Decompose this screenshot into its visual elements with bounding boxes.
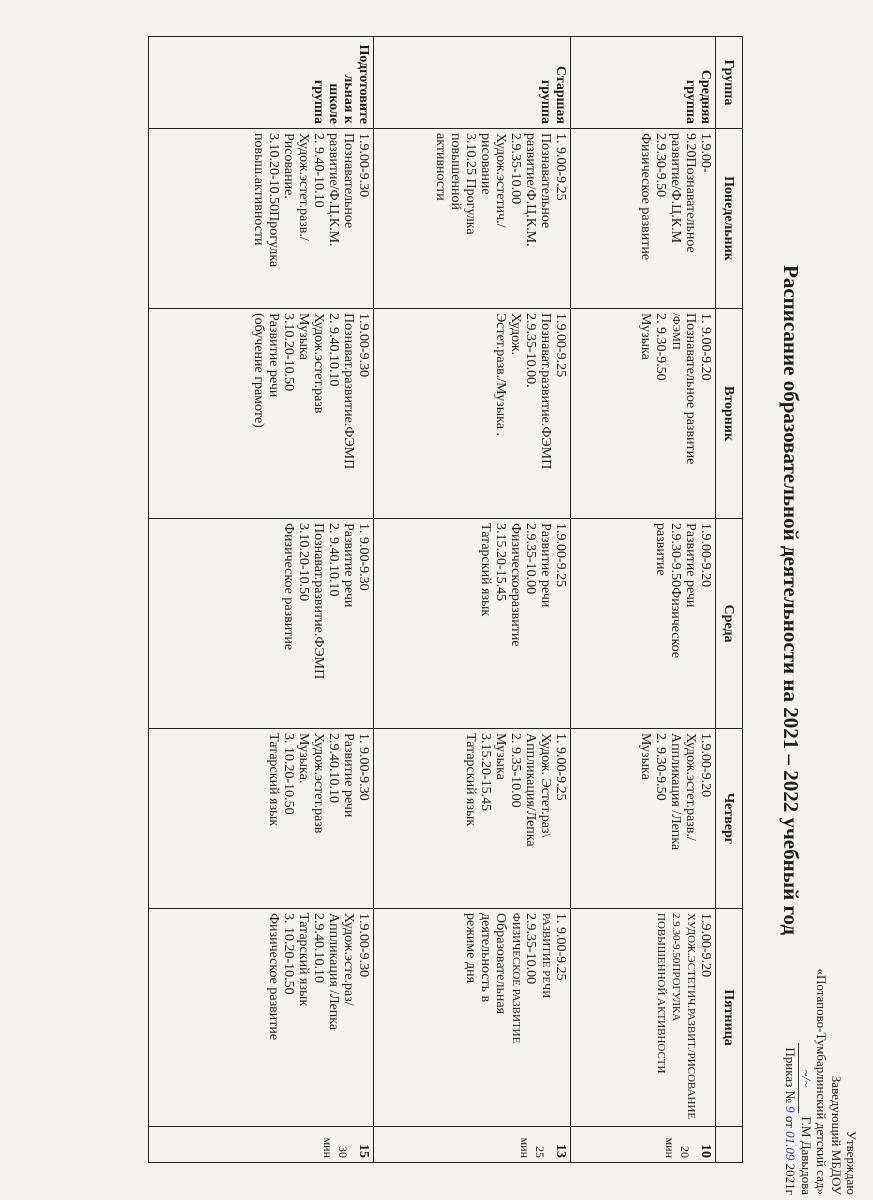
schedule-line: Физическое развитие <box>281 523 296 651</box>
schedule-line: Татарский язык <box>478 523 493 617</box>
table-row <box>374 37 571 1163</box>
schedule-line: 2. 9.40.10.10 <box>326 313 341 387</box>
schedule-line: Худож.эстет.разв <box>311 733 326 834</box>
schedule-line: Музыка <box>296 313 311 360</box>
header-cell: Группа <box>716 37 743 129</box>
schedule-line: Познават.развитие.ФЭМП <box>538 313 553 470</box>
schedule-line: Худож.эстет.разв <box>311 313 326 414</box>
schedule-line: Физическоеразвитие <box>508 523 523 647</box>
schedule-line: 2.9.35-10.00 <box>508 133 523 205</box>
schedule-line: 1.9.00-9.20 <box>698 913 713 978</box>
schedule-line: 2.9.40.10.10 <box>326 733 341 803</box>
order-date: 01.09 <box>783 1131 798 1161</box>
schedule-line: Музыка <box>493 733 508 780</box>
schedule-line: Аппликация /Лепка <box>668 733 683 851</box>
schedule-line: 1.9.00-9.20 <box>698 733 713 798</box>
schedule-line: Худож. Эстет.раз\ <box>538 733 553 838</box>
schedule-line: 1.9.00-9.30 <box>356 313 371 378</box>
schedule-line: Худож.эстет.разв./ <box>683 733 698 841</box>
header-cell: Четверг <box>716 729 743 909</box>
group-name-cell: Старшая группа <box>374 37 571 129</box>
schedule-cell-wed <box>149 519 374 729</box>
schedule-line: Рисование. <box>281 133 296 199</box>
schedule-line: деятельность в <box>478 913 493 1003</box>
schedule-line: Развитие речи <box>538 523 553 608</box>
schedule-cell-wed <box>374 519 571 729</box>
header-cell: Вторник <box>716 309 743 519</box>
schedule-line: 2.9.40.10.10 <box>311 913 326 983</box>
schedule-line: 2.9.30-9.50ПРОГУЛКА <box>670 913 682 1022</box>
schedule-cell-mon <box>374 129 571 309</box>
schedule-line: 2. 9.30-9.50 <box>653 733 668 801</box>
schedule-line: Образовательная <box>493 913 508 1015</box>
schedule-cell-tue <box>571 309 716 519</box>
schedule-line: 1.9.00-9.25 <box>553 523 568 588</box>
schedule-line: 3.10.20-10.50Прогулка <box>266 133 281 268</box>
group-name-cell: Подготовительная к школе группа <box>149 37 374 129</box>
schedule-line: Музыка. <box>296 733 311 784</box>
table-header-row <box>716 37 743 1163</box>
schedule-line: 2.9.35-10.00 <box>523 913 538 985</box>
schedule-line: повышенной <box>448 133 463 210</box>
schedule-line: 2.9.35-10.00 <box>523 523 538 595</box>
schedule-line: 1.9.00-9.25 <box>553 313 568 378</box>
header-cell: Понедельник <box>716 129 743 309</box>
order-from: от <box>783 1115 798 1128</box>
session-count-cell <box>571 1127 716 1163</box>
approval-line: Заведующий МБДОУ <box>829 1075 844 1195</box>
schedule-cell-thu <box>149 729 374 909</box>
header-cell <box>716 1127 743 1163</box>
session-count: 13 <box>553 1144 568 1158</box>
schedule-line: Татарский язык <box>296 913 311 1007</box>
schedule-line: ПОВЫШЕННОЙ АКТИВНОСТИ <box>655 913 667 1074</box>
session-count: 15 <box>356 1144 371 1158</box>
page-title: Расписание образовательной деятельности на 2021 – 2022 учебный год <box>779 265 803 935</box>
schedule-line: 2.9.30-9.50 <box>653 133 668 198</box>
schedule-cell-fri <box>374 909 571 1127</box>
session-count: 10 <box>698 1144 713 1158</box>
order-year: 2021г <box>783 1163 798 1195</box>
schedule-cell-fri <box>149 909 374 1127</box>
schedule-line: Татарский язык <box>266 733 281 827</box>
handwritten-signature: ~/~ <box>798 1043 814 1113</box>
schedule-line: 2. 9.30-9.50 <box>653 313 668 381</box>
schedule-line: 3.15.20-15.45 <box>478 733 493 812</box>
schedule-line: 2.9.35-10.00. <box>523 313 538 388</box>
schedule-line: 1. 9.00-9.20 <box>698 313 713 381</box>
table-row <box>571 37 716 1163</box>
schedule-line: 1. 9.00-9.30 <box>356 523 371 591</box>
schedule-line: режиме дня <box>463 913 478 984</box>
schedule-cell-thu <box>571 729 716 909</box>
schedule-line: 1.9.00-9.20 <box>698 523 713 588</box>
schedule-line: 3. 10.20-10.50 <box>281 913 296 995</box>
schedule-line: 1.9.00-9.30 <box>356 913 371 978</box>
schedule-cell-fri <box>571 909 716 1127</box>
order-number: 9 <box>783 1106 798 1113</box>
schedule-line: 3.10.25 Прогулка <box>463 133 478 235</box>
session-duration: 30 мин <box>321 1137 350 1158</box>
schedule-line: (обучение грамоте) <box>251 313 266 428</box>
schedule-line: 2. 9.40.10.10 <box>326 523 341 597</box>
schedule-line: повыш.активности <box>251 133 266 246</box>
schedule-line: Музыка <box>638 313 653 360</box>
schedule-line: Музыка <box>638 733 653 780</box>
schedule-line: 2. 9.35-10.00 <box>508 733 523 808</box>
schedule-table <box>148 36 743 1163</box>
group-name-cell: Средняя группа <box>571 37 716 129</box>
schedule-line: РАЗВИТИЕ РЕЧИ <box>540 913 552 999</box>
schedule-line: 3.15.20-15.45 <box>493 523 508 602</box>
session-count-cell <box>149 1127 374 1163</box>
schedule-line: 3. 10.20-10.50 <box>281 733 296 815</box>
schedule-line: 2. 9.40-10.10 <box>311 133 326 208</box>
schedule-line: активности <box>433 133 448 201</box>
schedule-cell-mon <box>571 129 716 309</box>
schedule-line: 1.9.00-9.30 <box>356 133 371 198</box>
schedule-line: Развитие речи <box>341 733 356 818</box>
schedule-line: 1. 9.00-9.25 <box>553 133 568 201</box>
schedule-line: ФИЗИЧЕСКОЕ РАЗВИТИЕ <box>510 913 522 1044</box>
session-duration: 25 мин <box>518 1137 547 1158</box>
order-prefix: Приказ № <box>783 1047 798 1103</box>
schedule-cell-tue <box>149 309 374 519</box>
schedule-line: развитие/Ф.Ц.К.М <box>668 133 683 244</box>
schedule-line: 9.20Познавательное <box>683 133 698 253</box>
schedule-line: Физическое развитие <box>266 913 281 1041</box>
schedule-line: Аппликация/Лепка <box>523 733 538 847</box>
schedule-line: развитие/Ф.Ц.К.М. <box>523 133 538 247</box>
schedule-line: Познават.развитие.ФЭМП <box>311 523 326 680</box>
schedule-line: 1. 9.00-9.25 <box>553 913 568 981</box>
schedule-line: Развитие речи <box>341 523 356 608</box>
schedule-line: 1. 9.00-9.30 <box>356 733 371 801</box>
schedule-line: ХУДОЖ.ЭСТЕТИЧ.РАЗВИТ./РИСОВАНИЕ <box>685 913 697 1120</box>
schedule-cell-tue <box>374 309 571 519</box>
schedule-cell-wed <box>571 519 716 729</box>
schedule-cell-thu <box>374 729 571 909</box>
schedule-line: 2.9.30-9.50Физическое <box>668 523 683 659</box>
schedule-line: Худож.эстетич./ <box>493 133 508 228</box>
schedule-line: Познавательное развитие <box>683 313 698 465</box>
schedule-line: Худож. <box>508 313 523 355</box>
schedule-line: рисование <box>478 133 493 195</box>
schedule-line: Развитие речи <box>683 523 698 608</box>
schedule-cell-mon <box>149 129 374 309</box>
header-cell: Пятница <box>716 909 743 1127</box>
schedule-line: /ФЭМП <box>670 313 682 350</box>
table-row <box>149 37 374 1163</box>
session-duration: 20 мин <box>663 1137 692 1158</box>
schedule-line: Познавательное <box>538 133 553 229</box>
schedule-line: Татарский язык <box>463 733 478 827</box>
schedule-line: Аппликация /Лепка <box>326 913 341 1031</box>
schedule-line: 1. 9.00-9.25 <box>553 733 568 801</box>
approval-line: Утверждаю <box>844 1130 859 1195</box>
schedule-line: развитие <box>653 523 668 576</box>
schedule-line: Развитие речи <box>266 313 281 398</box>
schedule-line: 1.9.00- <box>698 133 713 173</box>
header-cell: Среда <box>716 519 743 729</box>
schedule-line: развитие/Ф.Ц.К.М. <box>326 133 341 247</box>
schedule-line: Худож.эсте.раз/ <box>341 913 356 1006</box>
session-count-cell <box>374 1127 571 1163</box>
schedule-line: Познават.развитие.ФЭМП <box>341 313 356 470</box>
schedule-line: Познавательное <box>341 133 356 229</box>
approval-line: «Потапово-Тумбарлинский детский сад» <box>814 968 829 1195</box>
director-name: Г.М Давыдова <box>799 1116 814 1195</box>
schedule-line: 3.10.20-10.50 <box>281 313 296 392</box>
schedule-line: Эстет.разв./Музыка . <box>493 313 508 436</box>
schedule-line: Физическое развитие <box>638 133 653 261</box>
schedule-line: 3.10.20-10.50 <box>296 523 311 602</box>
schedule-line: Худож.эстет.разв./ <box>296 133 311 241</box>
